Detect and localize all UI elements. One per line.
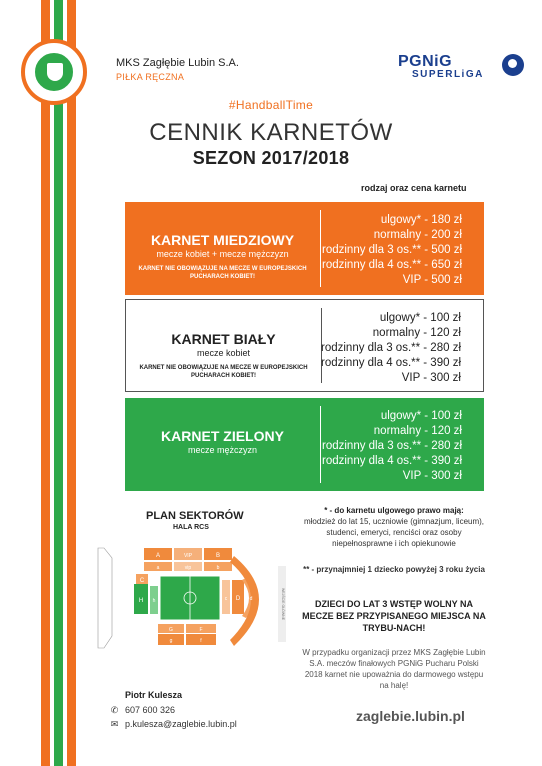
left-stripe-green: [54, 0, 63, 766]
price-item: VIP - 500 zł: [402, 274, 462, 286]
ticket-copper: [125, 202, 484, 295]
ticket-subtitle: mecze mężczyzn: [187, 445, 258, 455]
price-item: normalny - 120 zł: [372, 327, 461, 339]
sector-label: vip: [184, 565, 192, 571]
shield-icon: [47, 63, 63, 81]
club-name: MKS Zagłębie Lubin S.A.: [116, 57, 239, 69]
ticket-note: KARNET NIE OBOWIĄZUJE NA MECZE W EUROPEJSKICH PUCHARACH KOBIET!: [139, 365, 308, 379]
left-stripe-orange: [41, 0, 50, 766]
sector-label: D: [235, 596, 241, 602]
price-item: VIP - 300 zł: [401, 372, 461, 384]
price-item: ulgowy* - 100 zł: [380, 410, 462, 422]
sector-label: C: [139, 578, 145, 584]
sector-label: b: [216, 565, 220, 571]
price-list: [322, 409, 462, 484]
sector-label: h: [152, 598, 156, 604]
phone-icon: ✆: [110, 705, 119, 715]
sponsor-logo: [398, 53, 484, 80]
price-list: [322, 213, 462, 288]
sector-label: f: [200, 638, 202, 644]
ticket-info: [125, 202, 320, 295]
sponsor-name: PGNiG: [398, 53, 453, 70]
left-stripe-orange-2: [67, 0, 76, 766]
club-logo: [21, 39, 87, 105]
ticket-name: KARNET ZIELONY: [161, 428, 284, 444]
sector-label: B: [215, 553, 221, 559]
contact-phone: [110, 705, 175, 716]
price-item: normalny - 120 zł: [373, 425, 462, 437]
sector-label: A: [155, 553, 161, 559]
email-address[interactable]: p.kulesza@zaglebie.lubin.pl: [125, 719, 237, 729]
sector-label: e: [270, 626, 274, 632]
ticket-info: [125, 398, 320, 491]
note-discount-body: młodzież do lat 15, uczniowie (gimnazjum, liceum), studenci, emeryci, renciści oraz osoby niepełnosprawne i ich opiekunowie: [303, 517, 485, 548]
sector-label: g: [169, 638, 173, 644]
ticket-info: [126, 300, 321, 391]
sector-label: a: [156, 565, 160, 571]
sector-label: G: [169, 627, 173, 633]
price-item: ulgowy* - 180 zł: [380, 214, 462, 226]
price-item: rodzinny dla 4 os.** - 650 zł: [322, 259, 462, 271]
plan-subtitle: HALA RCS: [173, 524, 209, 531]
note-children: DZIECI DO LAT 3 WSTĘP WOLNY NA MECZE BEZ PRZYPISANEGO MIEJSCA NA TRYBU-NACH!: [302, 599, 486, 633]
sponsor-league: SUPERLiGA: [412, 69, 484, 80]
ticket-name: KARNET MIEDZIOWY: [150, 232, 295, 248]
sector-label: H: [138, 598, 144, 604]
price-item: normalny - 200 zł: [373, 229, 462, 241]
ticket-white: [125, 299, 484, 392]
seating-outline: [98, 548, 112, 648]
note-cup-finals: W przypadku organizacji przez MKS Zagłębie Lubin S.A. meczów finałowych PGNiG Pucharu Polski 2018 karnet nie upoważnia do darmowego wstępu na halę!: [302, 648, 486, 690]
page-title: CENNIK KARNETÓW: [149, 119, 393, 146]
price-item: rodzinny dla 4 os.** - 390 zł: [322, 455, 462, 467]
entrance-label: WEJŚCIE GŁÓWNE: [281, 587, 285, 621]
sector-label: c: [224, 596, 228, 602]
phone-number: 607 600 326: [125, 705, 176, 715]
handball-icon: [502, 54, 524, 76]
ticket-subtitle: mecze kobiet: [196, 348, 251, 358]
price-item: VIP - 300 zł: [402, 470, 462, 482]
price-item: rodzinny dla 3 os.** - 500 zł: [322, 244, 462, 256]
price-list: [321, 311, 461, 386]
ticket-subtitle: mecze kobiet + mecze mężczyzn: [156, 249, 289, 259]
season-title: SEZON 2017/2018: [192, 148, 350, 168]
plan-title: PLAN SEKTORÓW: [146, 510, 244, 522]
contact-email[interactable]: [110, 719, 237, 730]
ticket-name: KARNET BIAŁY: [171, 331, 276, 347]
club-subtitle: PIŁKA RĘCZNA: [116, 72, 185, 82]
note-family: ** - przynajmniej 1 dziecko powyżej 3 roku życia: [303, 565, 485, 574]
sector-label: VIP: [183, 553, 193, 559]
email-icon: ✉: [110, 719, 119, 729]
sector-label: d: [249, 596, 253, 602]
note-discount-head: * - do karnetu ulgowego prawo mają:: [324, 506, 464, 515]
website-link[interactable]: zaglebie.lubin.pl: [356, 708, 465, 724]
ticket-caption: rodzaj oraz cena karnetu: [361, 183, 467, 193]
ticket-divider: [320, 210, 321, 287]
ticket-note: KARNET NIE OBOWIĄZUJE NA MECZE W EUROPEJSKICH PUCHARACH KOBIET!: [138, 266, 307, 280]
price-item: rodzinny dla 4 os.** - 390 zł: [321, 357, 461, 369]
price-item: ulgowy* - 100 zł: [379, 312, 461, 324]
sector-label: E: [261, 596, 267, 602]
contact-name: Piotr Kulesza: [125, 690, 183, 700]
price-item: rodzinny dla 3 os.** - 280 zł: [321, 342, 461, 354]
sector-label: F: [199, 627, 203, 633]
price-item: rodzinny dla 3 os.** - 280 zł: [322, 440, 462, 452]
arena-sector-map: [96, 536, 306, 666]
hashtag: #HandballTime: [228, 98, 314, 112]
ticket-divider: [320, 406, 321, 483]
ticket-green: [125, 398, 484, 491]
note-discount: [300, 505, 488, 549]
logo-emblem: [33, 51, 75, 93]
